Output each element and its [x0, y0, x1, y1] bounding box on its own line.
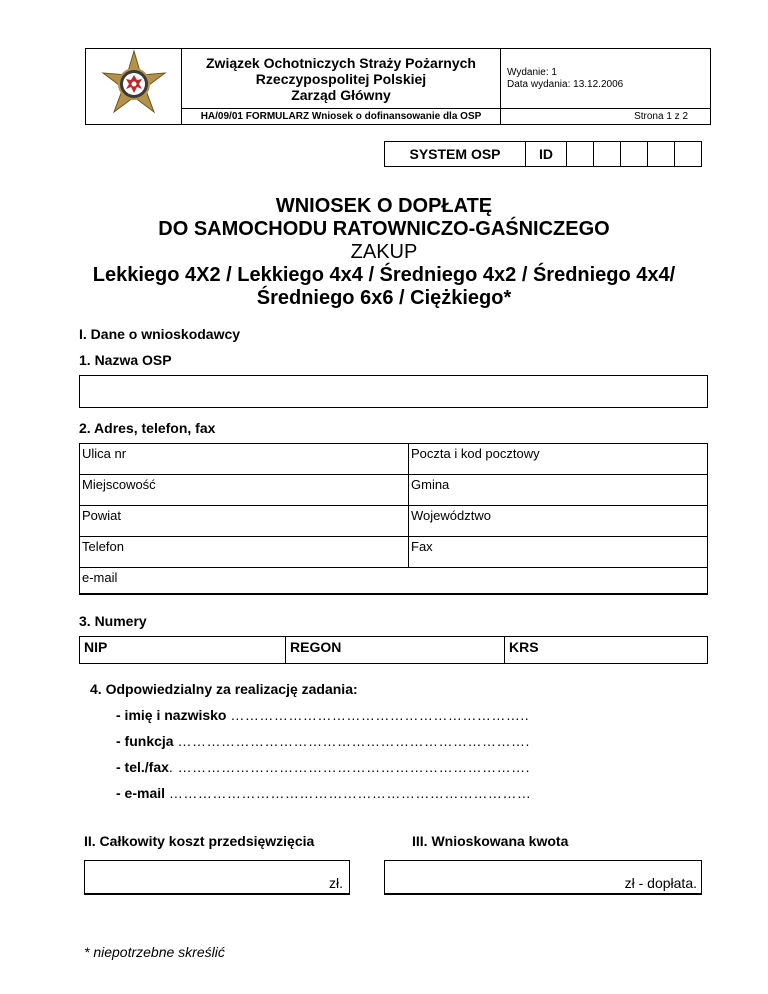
requested-amount-unit: zł - dopłata.: [624, 875, 697, 891]
footnote: * niepotrzebne skreślić: [84, 944, 225, 960]
id-digit-cell[interactable]: [675, 142, 702, 167]
resp-phone-label: - tel./fax: [116, 759, 169, 775]
title-line-2: DO SAMOCHODU RATOWNICZO-GAŚNICZEGO: [158, 218, 610, 240]
city-field[interactable]: Miejscowość: [80, 475, 409, 506]
issue-date: Data wydania: 13.12.2006: [507, 78, 624, 90]
address-table: [79, 443, 708, 595]
resp-name-dots: ……………………………………………………..: [230, 707, 530, 723]
q4-label: 4. Odpowiedzialny za realizację zadania:: [90, 681, 358, 697]
nip-field[interactable]: NIP: [80, 637, 286, 664]
fax-field[interactable]: Fax: [409, 537, 708, 568]
org-line-2: Rzeczypospolitej Polskiej: [255, 70, 427, 87]
section-2-heading: II. Całkowity koszt przedsięwzięcia: [84, 833, 315, 849]
logo-cell: [86, 49, 182, 125]
document-header: [85, 48, 711, 125]
numbers-table: [79, 636, 708, 664]
org-line-3: Zarząd Główny: [291, 86, 391, 103]
resp-function-label: - funkcja: [116, 733, 174, 749]
street-field[interactable]: Ulica nr: [80, 444, 409, 475]
q3-label: 3. Numery: [79, 613, 147, 629]
system-osp-label: SYSTEM OSP: [385, 142, 526, 167]
post-field[interactable]: Poczta i kod pocztowy: [409, 444, 708, 475]
resp-email-dots: …………………………………………………………………: [168, 785, 532, 801]
resp-name-line[interactable]: [116, 707, 529, 723]
title-line-4: Lekkiego 4X2 / Lekkiego 4x4 / Średniego 4x2 / Średniego 4x4/: [92, 264, 676, 286]
page-info: Strona 1 z 2: [501, 109, 711, 125]
fire-brigade-logo-icon: [94, 49, 174, 119]
id-label: ID: [526, 142, 567, 167]
resp-function-line[interactable]: [116, 733, 530, 749]
id-digit-cell[interactable]: [567, 142, 594, 167]
section-1-heading: I. Dane o wnioskodawcy: [79, 326, 241, 342]
requested-amount-field[interactable]: [384, 860, 702, 895]
q2-label: 2. Adres, telefon, fax: [79, 420, 216, 436]
id-digit-cell[interactable]: [621, 142, 648, 167]
edition: Wydanie: 1: [507, 66, 557, 78]
resp-phone-dots: . ……………………………………………………………….: [168, 759, 531, 775]
q1-label: 1. Nazwa OSP: [79, 352, 172, 368]
id-digit-cell[interactable]: [648, 142, 675, 167]
resp-phone-line[interactable]: [116, 759, 530, 775]
regon-field[interactable]: REGON: [286, 637, 505, 664]
title-line-5: Średniego 6x6 / Ciężkiego*: [256, 287, 512, 309]
organization-name: [182, 49, 501, 109]
province-field[interactable]: Województwo: [409, 506, 708, 537]
resp-name-label: - imię i nazwisko: [116, 707, 227, 723]
system-id-box: [384, 141, 702, 167]
title-line-1: WNIOSEK O DOPŁATĘ: [275, 195, 493, 217]
form-code: HA/09/01 FORMULARZ Wniosek o dofinansowanie dla OSP: [182, 109, 501, 125]
resp-email-line[interactable]: [116, 785, 531, 801]
osp-name-field[interactable]: [79, 375, 708, 408]
resp-function-dots: ……………………………………………………………….: [177, 733, 530, 749]
email-field[interactable]: e-mail: [80, 568, 708, 595]
section-3-heading: III. Wnioskowana kwota: [412, 833, 569, 849]
krs-field[interactable]: KRS: [505, 637, 708, 664]
phone-field[interactable]: Telefon: [80, 537, 409, 568]
id-digit-cell[interactable]: [594, 142, 621, 167]
total-cost-unit: zł.: [329, 875, 343, 891]
edition-info: [501, 49, 711, 109]
resp-email-label: - e-mail: [116, 785, 166, 801]
total-cost-field[interactable]: [84, 860, 350, 895]
district-field[interactable]: Powiat: [80, 506, 409, 537]
title-line-3: ZAKUP: [350, 241, 418, 263]
commune-field[interactable]: Gmina: [409, 475, 708, 506]
org-line-1: Związek Ochotniczych Straży Pożarnych: [206, 54, 476, 71]
